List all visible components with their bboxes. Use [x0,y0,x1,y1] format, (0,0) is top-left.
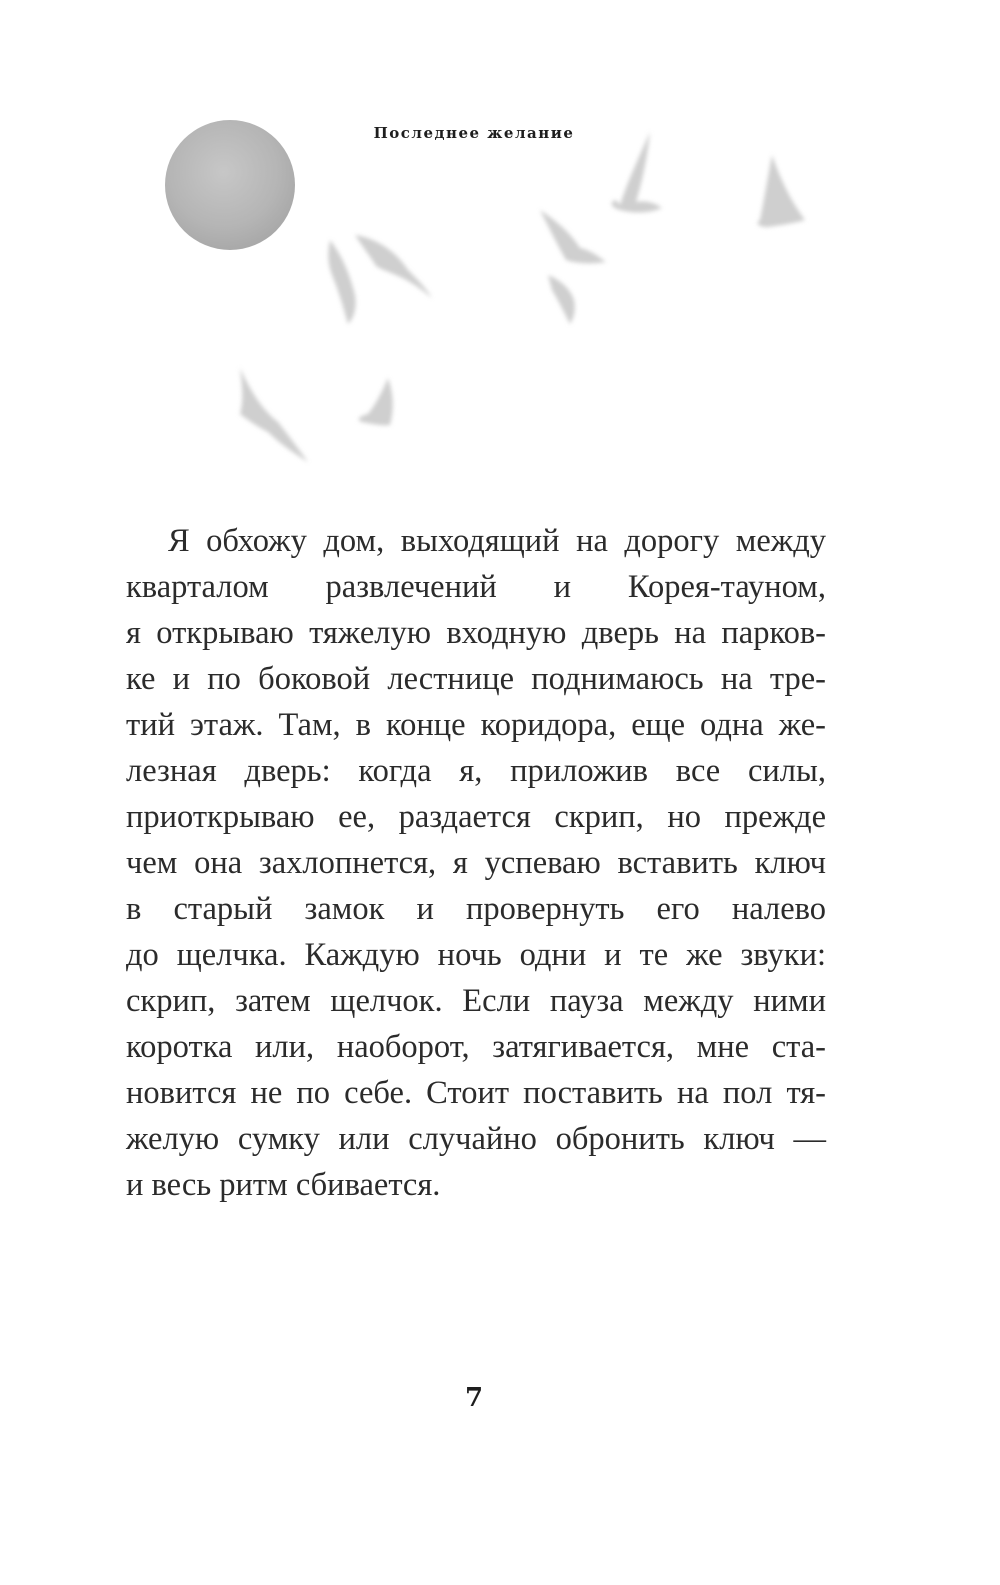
body-line: я открываю тяжелую входную дверь на парков- [126,615,826,651]
gull-1 [612,132,662,212]
gull-3 [355,235,432,298]
body-line: до щелчка. Каждую ночь одни и те же звуки: [126,937,826,973]
body-line: ке и по боковой лестнице поднимаюсь на тре- [126,661,826,697]
body-line: лезная дверь: когда я, приложив все силы, [126,753,826,789]
body-line: и весь ритм сбивается. [126,1167,441,1203]
body-line: приоткрываю ее, раздается скрип, но прежде [126,799,826,835]
gull-8 [359,378,393,425]
body-line: тий этаж. Там, в конце коридора, еще одна же- [126,707,826,743]
gull-6 [548,275,575,324]
gull-7 [240,368,308,462]
page-number: 7 [464,1383,484,1413]
moon [165,120,295,250]
body-line: скрип, затем щелчок. Если пауза между ними [126,983,826,1019]
body-text [126,518,826,1208]
moon-and-gulls-illustration [150,110,830,480]
body-line: новится не по себе. Стоит поставить на пол тя- [126,1075,826,1111]
running-header: Последнее желание [373,124,575,142]
body-line: желую сумку или случайно обронить ключ — [126,1121,826,1157]
gull-5 [540,210,606,263]
body-line: коротка или, наоборот, затягивается, мне ста- [126,1029,826,1065]
body-line: Я обхожу дом, выходящий на дорогу между [168,523,826,559]
body-line: чем она захлопнется, я успеваю вставить ключ [126,845,826,881]
gull-2 [758,155,805,227]
gull-4 [328,240,355,324]
body-line: кварталом развлечений и Корея-тауном, [126,569,826,605]
body-line: в старый замок и провернуть его налево [126,891,826,927]
